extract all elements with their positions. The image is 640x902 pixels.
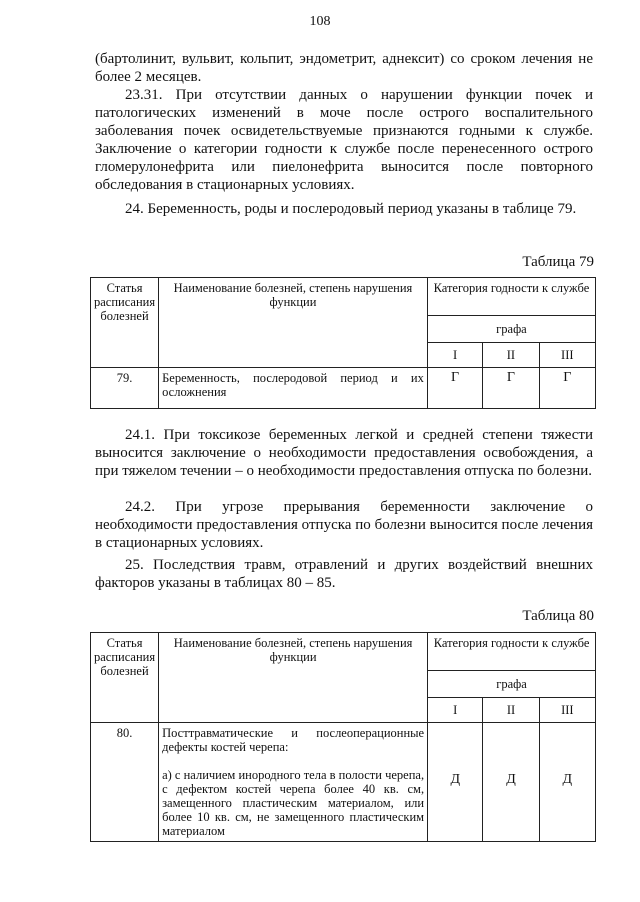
row-category-1: Д [428,723,483,842]
header-grafa-2: II [483,698,539,723]
table-80 [90,632,596,842]
row-disease-heading: Посттравматические и послеоперационные дефекты костей черепа: [162,726,425,754]
row-article: 79. [91,368,159,409]
paragraph-24 [95,200,593,218]
header-category: Категория годности к службе [428,633,596,671]
paragraph-25 [95,556,593,592]
header-grafa-3: III [539,343,595,368]
paragraph-24-2 [95,498,593,552]
table-80-caption: Таблица 80 [522,608,594,624]
header-article: Статья расписания болезней [91,633,159,723]
paragraph-text: 25. Последствия травм, отравлений и других воздействий внешних факторов указаны в таблицах 80 – 85. [95,557,593,591]
header-disease-name: Наименование болезней, степень нарушения функции [159,278,428,368]
paragraph-24-1 [95,426,593,480]
paragraph-text: 24.2. При угрозе прерывания беременности заключение о необходимости предоставления отпуска по болезни выносится после лечения в стационарных условиях. [95,499,593,551]
paragraph-text: 24.1. При токсикозе беременных легкой и средней степени тяжести выносится заключение о необходимости предоставления освобождения, а при тяжелом течении – о необходимости предоставления отпуска по болезни. [95,427,593,479]
row-category-2: Д [483,723,539,842]
paragraph-23-31 [95,86,593,194]
header-grafa-3: III [539,698,595,723]
row-article: 80. [91,723,159,842]
row-disease-item-a: а) с наличием инородного тела в полости черепа, с дефектом костей черепа более 40 кв. см, замещенного пластическим материалом, или более 10 кв. см, не замещенного пластическим материалом [162,768,425,838]
header-grafa: графа [428,671,596,698]
row-category-1: Г [427,368,482,409]
header-grafa-2: II [483,343,539,368]
page-number: 108 [309,14,331,29]
header-disease-name: Наименование болезней, степень нарушения функции [159,633,428,723]
header-grafa: графа [427,316,595,343]
table-79 [90,277,596,409]
header-article: Статья расписания болезней [91,278,159,368]
table-row [91,723,596,842]
row-category-2: Г [483,368,539,409]
row-category-3: Г [539,368,595,409]
header-grafa-1: I [428,698,483,723]
header-grafa-1: I [427,343,482,368]
paragraph-text: 23.31. При отсутствии данных о нарушении функции почек и патологических изменений в моче после острого воспалительного заболевания почек освидетельствуемые признаются годными к службе. Заключение о категории годности к службе после перенесенного острого гломерулонефрита или пиелонефрита выносится после повторного обследования в стационарных условиях. [95,87,593,193]
intro-paragraph [95,50,593,86]
row-category-3: Д [539,723,595,842]
paragraph-text: 24. Беременность, роды и послеродовый период указаны в таблице 79. [125,201,577,217]
header-category: Категория годности к службе [427,278,595,316]
table-79-caption: Таблица 79 [522,254,594,270]
row-disease-name: Беременность, послеродовой период и их осложнения [159,368,428,409]
row-disease-name [159,723,428,842]
table-row [91,368,596,409]
paragraph-text: (бартолинит, вульвит, кольпит, эндометрит, аднексит) со сроком лечения не более 2 месяцев. [95,51,593,85]
